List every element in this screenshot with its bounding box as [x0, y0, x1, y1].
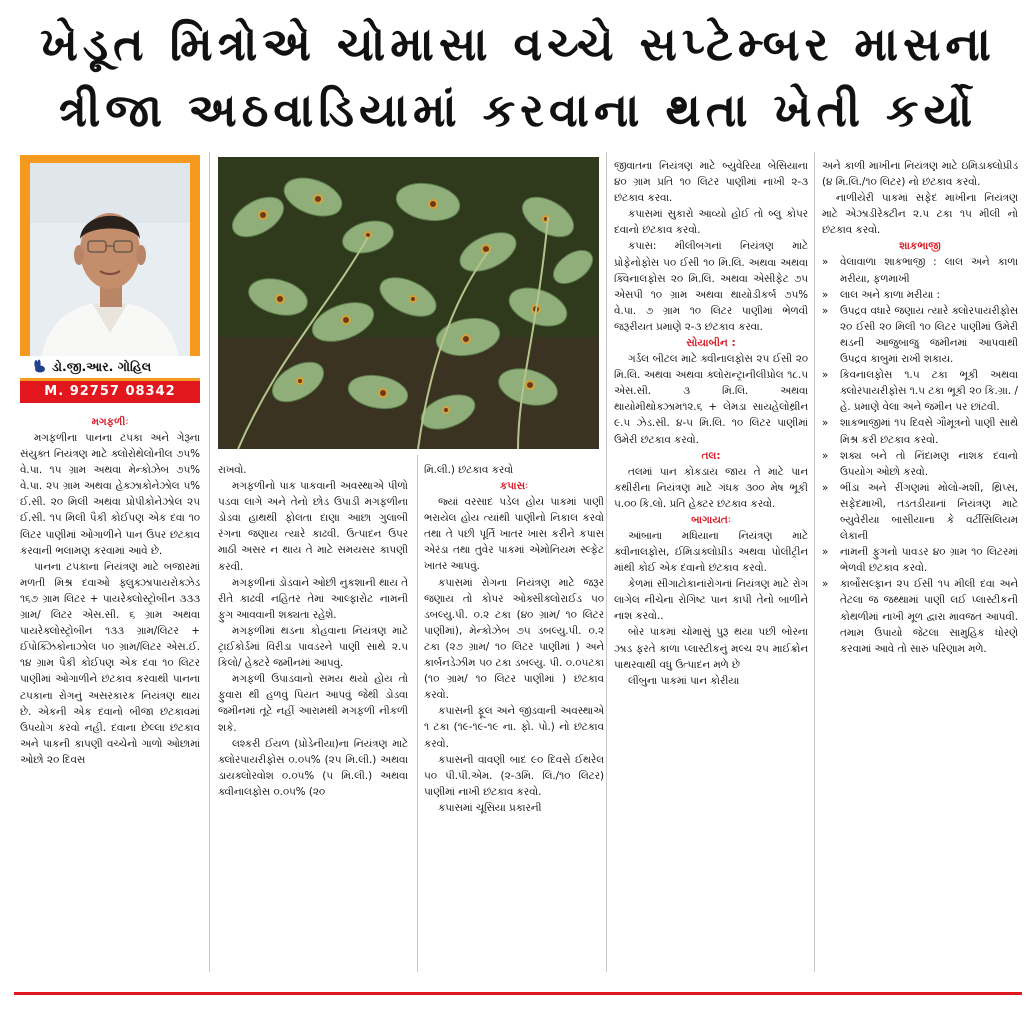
- bullet-item: [822, 303, 1018, 367]
- paragraph: કપાસમાં રોગના નિયંત્રણ માટે જરૂર જણાય તો કોપર ઓક્સીક્લોરાઈડ ૫૦ ડબલ્યુ.પી. ૦.૨ ટકા (૪૦ ગ્રામ/ ૧૦ લિટર પાણીમાં), મેન્કોઝેબ ૭૫ ડબલ્યુ.પી. ૦.૨ ટકા (૨૭ ગ્રામ/ ૧૦ લિટર પાણીમાં ) અને કાર્બનડેઝીમ ૫૦ ટકા ડબલ્યુ. પી. ૦.૦૫ટકા (૧૦ ગ્રામ/ ૧૦ લિટર પાણીમાં ) છંટકાવ કરવો.: [424, 576, 604, 702]
- bullet-marker: »: [822, 369, 829, 382]
- paragraph: જ્યાં વરસાદ પડેલ હોય પાકમાં પાણી ભરાયેલ હોય ત્યાંથી પાણીનો નિકાલ કરવો તથા તે પછી પૂર્તિ ખાતર ખાસ કરીને કપાસ એરંડા તથા તુવેર પાકમાં એમોનિયમ સ્લ્ફેટ ખાતર આપવું.: [424, 496, 604, 573]
- bullet-text: શાકભાજીમાં ૧૫ દિવસે ગૌમૂત્રનો પાણી સાથે મિશ્ર કરી છંટકાવ કરવો.: [840, 417, 1018, 446]
- section-heading-soybean: સોયાબીન :: [686, 337, 736, 350]
- paragraph: કપાસમાં સુકારો આવ્યો હોઈ તો બ્લુ કોપર દવાનો છંટકાવ કરવો.: [614, 208, 808, 237]
- paragraph: મગફળીમાં થડના કોહવાના નિયંત્રણ માટે ટ્રાઈકોર્ડમાં વિરીડા પાવડરને પાણી સાથે ૨.૫ કિલો/ હેક્ટરે જમીનમાં આપવું.: [218, 624, 408, 670]
- section-heading-vegetables: શાકભાજી: [899, 240, 941, 253]
- bullet-item: [822, 448, 1018, 480]
- section-heading-cotton: કપાસઃ: [499, 480, 529, 493]
- bullet-marker: »: [822, 449, 829, 462]
- bullet-text: વેલાવાળા શાકભાજી : લાલ અને કાળા મરીયા, ફળમાખી: [840, 256, 1018, 285]
- headline: [0, 0, 1036, 150]
- portrait-illustration: [30, 163, 190, 363]
- bullet-item: [822, 254, 1018, 286]
- paragraph: અને કાળી માખીના નિયંત્રણ માટે ઇમિડાક્લોપ્રીડ (૪ મિ.લિ./૧૦ લિટર) નો છંટકાવ કરવો.: [822, 160, 1018, 189]
- bullet-marker: »: [822, 417, 829, 430]
- article-column-1: [20, 414, 200, 974]
- paragraph: નાળીયેરી પાકમાં સફેદ માખીના નિયંત્રણ માટે એઝાડીરેક્ટીન ૨.૫ ટકા ૧૫ મીલી નો છંટકાવ કરવો.: [822, 192, 1018, 237]
- article-column-4: [614, 158, 808, 974]
- paragraph: મગફળી ઉપાડવાનો સમય થયો હોય તો ફુવારા થી હળવું પિયત આપવું જેથી ડોડવા જમીનમાં તૂટે નહીં આરામથી મગફળી નીકળી શકે.: [218, 673, 408, 734]
- paragraph: મગફળીના પાનના ટપકા અને ગેરૂના સંયુક્ત નિયંત્રણ માટે ક્લોરોથેલોનીલ ૭૫% વે.પા. ૧૫ ગ્રામ અથવા મેન્કોઝેબ ૭૫% વે.પા. ૨૫ ગ્રામ અથવા હેક્ઝાકોનેઝોલ ૫% ઈ.સી. ૨૦ મિલી અથવા પ્રોપીકોનેઝોલ ૨૫ ઈ.સી. ૧૫ મિલી પૈકી કોઈપણ એક દવા ૧૦ લિટર પાણીમાં ઓગાળીને પાન ઉપર છંટકાવ કરવાની ભલામણ કરવામાં આવે છે.: [20, 432, 200, 557]
- paragraph: તલમાં પાન કોકડાય જાય તે માટે પાન કથીરીના નિયંત્રણ માટે ગંધક ૩૦૦ મેષ ભૂકી ૫.૦૦ કિ.લો. પ્રતિ હેક્ટર છંટકાવ કરવો.: [614, 465, 808, 510]
- paragraph: લશ્કરી ઈયળ (પ્રોડેનીયા)ના નિયંત્રણ માટે ક્લોરપાયરીફોસ ૦.૦૫% (૨૫ મિ.લી.) અથવા ડાયક્લોરવોશ ૦.૦૫% (૫ મિ.લી.) અથવા ક્વીનાલફોસ ૦.૦૫% (૨૦: [218, 737, 408, 798]
- bottom-rule: [14, 992, 1022, 995]
- paragraph: લીંબુના પાકમાં પાન કોરીયા: [628, 674, 740, 687]
- article-column-5: [822, 158, 1018, 974]
- bullet-text: ઉપદ્રવ વધારે જણાય ત્યારે ક્લોરપાયરીફોસ ૨૦ ઈસી ૨૦ મિલી ૧૦ લિટર પાણીમાં ઉમેરી થડની આજુબાજુ જમીનમાં આપવાથી ઉપદ્રવ કાબુમાં રાખી શકાય.: [840, 304, 1018, 366]
- article-column-2: [218, 462, 408, 974]
- bullet-text: શક્ય બને તો નિંદામણ નાશક દવાનો ઉપયોગ ઓછો કરવો.: [840, 449, 1018, 478]
- bullet-marker: »: [822, 256, 829, 269]
- bullet-item: [822, 480, 1018, 544]
- bullet-item: [822, 367, 1018, 415]
- paragraph: મગફળીનાં ડોડવાને ઓછી નુકશાની થાય તે રીતે કાઢવી નહિતર તેમાં આલ્ફારોટ નામની ફુગ આવવાની શક્યતા રહેશે.: [218, 576, 408, 621]
- paragraph: બોર પાકમાં ચોમાસું પુરૂ થયા પછી બોરના ઝાડ ફરતે કાળા પ્લાસ્ટીકનું મલ્ચ ૨૫ માઈક્રોન પાથરવાથી વધુ ઉત્પાદન મળે છે: [614, 626, 808, 671]
- bullet-text: નામની ફુગનો પાવડર ૪૦ ગ્રામ ૧૦ લિટરમાં ભેળવી છંટકાવ કરવો.: [840, 546, 1018, 575]
- author-mobile: M. 92757 08342: [20, 381, 200, 403]
- article-column-3: [424, 462, 604, 974]
- column-rule: [417, 455, 418, 972]
- bullet-text: કિવનાલફોસ ૧.૫ ટકા ભૂકી અથવા ક્લોરપાયરીફોસ ૧.૫ ટકા ભૂકી ૨૦ કિ.ગ્રા. / હે. પ્રમાણે વેલા અને જમીન પર છાંટવી.: [840, 369, 1018, 414]
- paragraph: ગર્ડલ બીટલ માટે ક્વીનાલફોસ ૨૫ ઈસી ૨૦ મિ.લિ. અથવા અથવા ક્લોરાન્ટ્રાનીલીપ્રોલ ૧૮.૫ એસ.સી. ૩ મિ.લિ. અથવા થાયોમીથોક્ઝામ૧૨.૬ + લેમડા સાયહેલોથ્રીન ૯.૫ ઝેડ.સી. ૪-૫ મિ.લિ. ૧૦ લિટર પાણીમાં ઉમેરી છંટકાવ કરવો.: [614, 353, 808, 446]
- bullet-marker: »: [822, 481, 829, 494]
- section-heading-horticulture: બાગાયતઃ: [691, 513, 731, 526]
- leaf-spot-illustration: [218, 157, 599, 449]
- bullet-text: કાર્બોસલ્ફાન ૨૫ ઈસી ૧૫ મીલી દવા અને તેટલા જ જથ્થામાં પાણી લઈ પ્લાસ્ટીકની કોથળીમાં નાખી મૂળ દ્વારા માવજત આપવી. તમામ ઉપાયો જેટલા સામુહિક ધોરણે કરવામાં આવે તો સારું પરિણામ મળે.: [840, 578, 1018, 655]
- paragraph: મિ.લી.) છંટકાવ કરવો: [424, 464, 514, 476]
- author-name: ડો.જી.આર. ગોહિલ: [52, 359, 152, 374]
- paragraph: કપાસની ફૂલ અને જીંડવાની અવસ્થાએ ૧ ટકા (૧૯-૧૯-૧૯ ના. ફો. પો.) નો છંટકાવ કરવો.: [424, 705, 604, 750]
- paragraph: કેળમાં સીગાટોકાનાંરોગનાં નિયંત્રણ માટે રોગ લાગેલ નીચેના રોગિષ્ટ પાન કાપી તેનો બાળીને નાશ કરવો..: [614, 578, 808, 623]
- paragraph: કપાસમાં ચૂસિયા પ્રકારની: [438, 801, 542, 814]
- section-heading-groundnut: મગફળીઃ: [91, 416, 129, 428]
- paragraph: મગફળીનો પાક પાકવાની અવસ્થાએ પીળો પડવા લાગે અને તેનો છોડ ઉપાડી મગફળીના ડોડવા હાથથી ફોલતા દાણા આછા ગુલાબી રંગના જણાય ત્યારે કાઢવી. ઉત્પાદન ઉપર માઠી અસર ન થાય તે માટે સમયસર કાપણી કરવી.: [218, 480, 408, 573]
- bullet-text: લાલ અને કાળા મરીયા :: [840, 288, 941, 301]
- bullet-item: [822, 287, 1018, 303]
- paragraph: કપાસ: મીલીબગનાં નિયંત્રણ માટે પ્રોફેનોફોસ ૫૦ ઈસી ૧૦ મિ.લિ. અથવા અથવા ક્વિનાલફોસ ૨૦ મિ.લિ. અથવા એસીફેટ ૭૫ એસપી ૧૦ ગ્રામ અથવા થાયોડીકર્બ ૭૫% વે.પા. ૭ ગ્રામ ૧૦ લિટર પાણીમાં ભેળવી જરૂરીયત પ્રમાણે ૨-૩ છંટકાવ કરવા.: [614, 240, 808, 333]
- column-rule: [814, 152, 815, 972]
- bullet-marker: »: [822, 546, 829, 559]
- headline-line-2: ત્રીજા અઠવાડિયામાં કરવાના થતા ખેતી કર્યો: [58, 83, 978, 137]
- bullet-item: [822, 544, 1018, 576]
- rabbit-icon: [32, 359, 46, 373]
- author-photo: [30, 163, 190, 363]
- author-name-bar: [20, 356, 200, 378]
- column-rule: [209, 152, 210, 972]
- headline-line-1: ખેડૂત મિત્રોએ ચોમાસા વચ્ચે સપ્ટેમ્બર માસના: [40, 17, 996, 71]
- section-heading-sesame: તલ:: [701, 449, 721, 462]
- bullet-marker: »: [822, 304, 829, 317]
- paragraph: જીવાતના નિયંત્રણ માટે બ્યુવેરિયા બેસિયાના ૪૦ ગ્રામ પ્રતિ ૧૦ લિટર પાણીમાં નાખી ૨-૩ છંટકાવ કરવા.: [614, 160, 808, 205]
- paragraph: રાખવો.: [218, 464, 247, 476]
- bullet-item: [822, 415, 1018, 447]
- bullet-item: [822, 576, 1018, 656]
- paragraph: કપાસની વાવણી બાદ ૯૦ દિવસે ઈથરેલ ૫૦ પી.પી.એમ. (૨-૩મિ. લિ./૧૦ લિટર) પાણીમાં નાખી છંટકાવ કરવો.: [424, 753, 604, 798]
- bullet-marker: »: [822, 288, 829, 301]
- bullet-marker: »: [822, 578, 829, 591]
- paragraph: આંબાના મધિયાના નિયંત્રણ માટે ક્વીનાલફોસ, ઈમિડાક્લોપ્રીડ અથવા પોલીટ્રીન માંથી કોઈ એક દવાનો છંટકાવ કરવો.: [614, 529, 808, 575]
- paragraph: પાનના ટપકાના નિયંત્રણ માટે બજારમાં મળતી મિશ્ર દવાઓ ફ્લુક્ઝાપાયરોક્ઝેડ ૧૬૭ ગ્રામ લિટર + પાયરેક્લોસ્ટ્રોબીન ૩૩૩ ગ્રામ/ લિટર એસ.સી. ૬ ગ્રામ અથવા પાયરેક્લોસ્ટ્રોબીન ૧૩૩ ગ્રામ/લિટર + ઈપોક્ઝિકોનાઝોલ ૫૦ ગ્રામ/લિટર એસ.ઈ. ૧૪ ગ્રામ પૈકી કોઈપણ એક દવા ૧૦ લિટર પાણીમાં ઓગાળીને છંટકાવ કરવાથી પાનના ટપકાના રોગનું અસરકારક નિયંત્રણ થાય છે. એકની એક દવાનો બીજા છંટકાવમાં ઉપયોગ કરવો નહી. દવાના છેલ્લા છંટકાવ અને પાકની કાપણી વચ્ચેનો ગાળો ઓછામાં ઓછો ૨૦ દિવસ: [20, 560, 200, 766]
- groundnut-leaf-disease-photo: [218, 157, 599, 449]
- column-rule: [606, 152, 607, 972]
- bullet-text: ભીંડા અને રીંગણમાં મોલો-મશી, થ્રિપ્સ, સફેદમાખી, તડતડીયાનાં નિયંત્રણ માટે બ્યુવેરીયા બાસીયાના કે વર્ટીસિલિયમ લેકાની: [840, 481, 1018, 543]
